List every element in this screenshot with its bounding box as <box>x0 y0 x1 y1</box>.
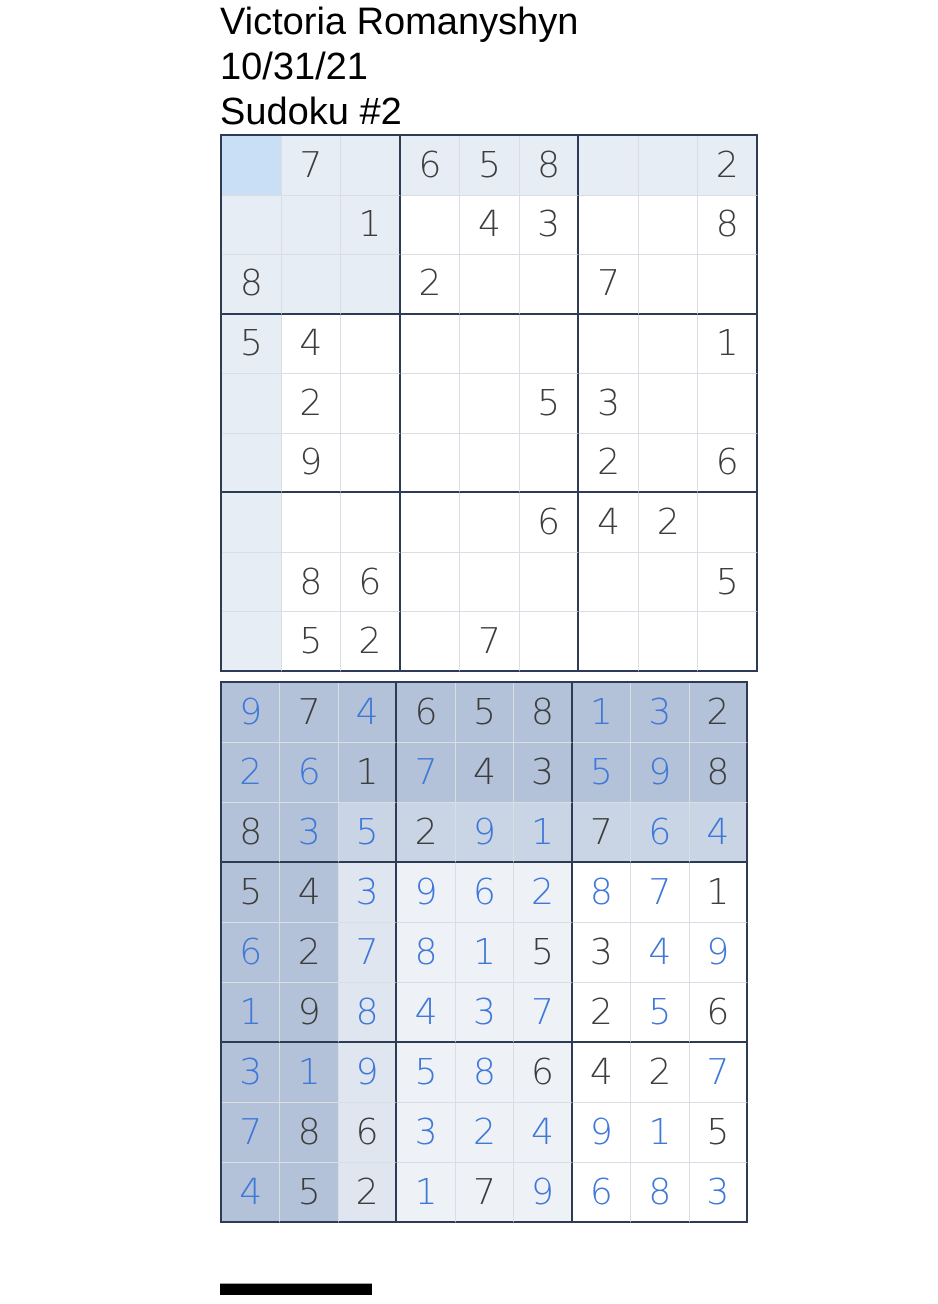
solution-cell-r2-c8[interactable]: 9 <box>631 743 689 803</box>
solution-cell-r8-c9[interactable]: 5 <box>690 1103 748 1163</box>
puzzle-cell-r3-c2[interactable] <box>282 255 342 315</box>
solution-cell-r7-c6[interactable]: 6 <box>514 1043 572 1103</box>
puzzle-cell-r7-c4[interactable] <box>401 493 461 553</box>
puzzle-cell-r7-c6[interactable]: 6 <box>520 493 580 553</box>
puzzle-cell-r9-c3[interactable]: 2 <box>341 612 401 672</box>
date-label: 10/31/21 <box>220 46 368 88</box>
solution-cell-r6-c1[interactable]: 1 <box>222 983 280 1043</box>
solution-cell-r1-c8[interactable]: 3 <box>631 683 689 743</box>
solution-cell-r4-c5[interactable]: 6 <box>456 863 514 923</box>
puzzle-cell-r2-c1[interactable] <box>222 196 282 256</box>
solution-cell-r1-c3[interactable]: 4 <box>339 683 397 743</box>
puzzle-cell-r6-c1[interactable] <box>222 434 282 494</box>
header <box>220 0 820 135</box>
solution-cell-r2-c6[interactable]: 3 <box>514 743 572 803</box>
solution-cell-r5-c3[interactable]: 7 <box>339 923 397 983</box>
solution-cell-r7-c8[interactable]: 2 <box>631 1043 689 1103</box>
puzzle-cell-r4-c1[interactable]: 5 <box>222 315 282 375</box>
solution-cell-r3-c2[interactable]: 3 <box>280 803 338 863</box>
puzzle-cell-r2-c5[interactable]: 4 <box>460 196 520 256</box>
solution-cell-r3-c5[interactable]: 9 <box>456 803 514 863</box>
puzzle-cell-r2-c8[interactable] <box>639 196 699 256</box>
solution-cell-r6-c7[interactable]: 2 <box>573 983 631 1043</box>
puzzle-cell-r4-c3[interactable] <box>341 315 401 375</box>
puzzle-cell-r5-c2[interactable]: 2 <box>282 374 342 434</box>
solution-cell-r3-c7[interactable]: 7 <box>573 803 631 863</box>
solution-cell-r3-c8[interactable]: 6 <box>631 803 689 863</box>
puzzle-cell-r3-c8[interactable] <box>639 255 699 315</box>
puzzle-cell-r8-c3[interactable]: 6 <box>341 553 401 613</box>
puzzle-cell-r9-c6[interactable] <box>520 612 580 672</box>
puzzle-cell-r9-c1[interactable] <box>222 612 282 672</box>
author-name: Victoria Romanyshyn <box>220 1 579 43</box>
solution-cell-r2-c3[interactable]: 1 <box>339 743 397 803</box>
puzzle-cell-r8-c8[interactable] <box>639 553 699 613</box>
solution-cell-r3-c9[interactable]: 4 <box>690 803 748 863</box>
puzzle-cell-r6-c2[interactable]: 9 <box>282 434 342 494</box>
solution-cell-r6-c6[interactable]: 7 <box>514 983 572 1043</box>
solution-grid <box>220 681 748 1223</box>
puzzle-cell-r6-c3[interactable] <box>341 434 401 494</box>
solution-cell-r1-c1[interactable]: 9 <box>222 683 280 743</box>
solution-cell-r8-c3[interactable]: 6 <box>339 1103 397 1163</box>
puzzle-cell-r8-c2[interactable]: 8 <box>282 553 342 613</box>
puzzle-cell-r2-c4[interactable] <box>401 196 461 256</box>
puzzle-cell-r6-c9[interactable]: 6 <box>698 434 758 494</box>
puzzle-cell-r4-c5[interactable] <box>460 315 520 375</box>
solution-cell-r9-c6[interactable]: 9 <box>514 1163 572 1223</box>
solution-cell-r8-c5[interactable]: 2 <box>456 1103 514 1163</box>
puzzle-cell-r5-c3[interactable] <box>341 374 401 434</box>
puzzle-cell-r1-c3[interactable] <box>341 136 401 196</box>
solution-cell-r2-c1[interactable]: 2 <box>222 743 280 803</box>
solution-cell-r8-c7[interactable]: 9 <box>573 1103 631 1163</box>
solution-cell-r2-c5[interactable]: 4 <box>456 743 514 803</box>
solution-cell-r7-c1[interactable]: 3 <box>222 1043 280 1103</box>
puzzle-cell-r7-c9[interactable] <box>698 493 758 553</box>
solution-cell-r5-c7[interactable]: 3 <box>573 923 631 983</box>
solution-cell-r4-c4[interactable]: 9 <box>397 863 455 923</box>
solution-cell-r6-c4[interactable]: 4 <box>397 983 455 1043</box>
puzzle-cell-r1-c2[interactable]: 7 <box>282 136 342 196</box>
puzzle-cell-r3-c6[interactable] <box>520 255 580 315</box>
solution-cell-r5-c2[interactable]: 2 <box>280 923 338 983</box>
puzzle-cell-r2-c6[interactable]: 3 <box>520 196 580 256</box>
puzzle-cell-r5-c4[interactable] <box>401 374 461 434</box>
solution-cell-r6-c2[interactable]: 9 <box>280 983 338 1043</box>
puzzle-cell-r4-c9[interactable]: 1 <box>698 315 758 375</box>
puzzle-cell-r1-c1[interactable] <box>222 136 282 196</box>
solution-cell-r7-c7[interactable]: 4 <box>573 1043 631 1103</box>
puzzle-cell-r4-c8[interactable] <box>639 315 699 375</box>
puzzle-cell-r9-c7[interactable] <box>579 612 639 672</box>
solution-cell-r3-c3[interactable]: 5 <box>339 803 397 863</box>
solution-cell-r6-c5[interactable]: 3 <box>456 983 514 1043</box>
solution-cell-r9-c3[interactable]: 2 <box>339 1163 397 1223</box>
puzzle-cell-r1-c5[interactable]: 5 <box>460 136 520 196</box>
solution-cell-r7-c3[interactable]: 9 <box>339 1043 397 1103</box>
puzzle-cell-r2-c9[interactable]: 8 <box>698 196 758 256</box>
solution-cell-r8-c8[interactable]: 1 <box>631 1103 689 1163</box>
puzzle-cell-r5-c5[interactable] <box>460 374 520 434</box>
solution-cell-r9-c1[interactable]: 4 <box>222 1163 280 1223</box>
puzzle-cell-r4-c4[interactable] <box>401 315 461 375</box>
solution-cell-r6-c3[interactable]: 8 <box>339 983 397 1043</box>
puzzle-cell-r1-c4[interactable]: 6 <box>401 136 461 196</box>
solution-cell-r3-c6[interactable]: 1 <box>514 803 572 863</box>
solution-cell-r7-c2[interactable]: 1 <box>280 1043 338 1103</box>
solution-cell-r9-c5[interactable]: 7 <box>456 1163 514 1223</box>
solution-cell-r4-c3[interactable]: 3 <box>339 863 397 923</box>
puzzle-cell-r1-c9[interactable]: 2 <box>698 136 758 196</box>
puzzle-cell-r7-c5[interactable] <box>460 493 520 553</box>
puzzle-cell-r7-c2[interactable] <box>282 493 342 553</box>
puzzle-cell-r6-c7[interactable]: 2 <box>579 434 639 494</box>
solution-cell-r8-c6[interactable]: 4 <box>514 1103 572 1163</box>
puzzle-cell-r8-c9[interactable]: 5 <box>698 553 758 613</box>
solution-cell-r2-c4[interactable]: 7 <box>397 743 455 803</box>
puzzle-cell-r7-c3[interactable] <box>341 493 401 553</box>
solution-cell-r4-c8[interactable]: 7 <box>631 863 689 923</box>
puzzle-cell-r5-c9[interactable] <box>698 374 758 434</box>
puzzle-cell-r1-c8[interactable] <box>639 136 699 196</box>
next-heading-cut-off-icon: ▬▬▬▬ <box>220 1262 372 1304</box>
solution-cell-r5-c6[interactable]: 5 <box>514 923 572 983</box>
solution-cell-r9-c2[interactable]: 5 <box>280 1163 338 1223</box>
solution-cell-r4-c1[interactable]: 5 <box>222 863 280 923</box>
puzzle-cell-r3-c7[interactable]: 7 <box>579 255 639 315</box>
puzzle-cell-r2-c7[interactable] <box>579 196 639 256</box>
puzzle-cell-r7-c8[interactable]: 2 <box>639 493 699 553</box>
puzzle-cell-r7-c7[interactable]: 4 <box>579 493 639 553</box>
solution-cell-r7-c5[interactable]: 8 <box>456 1043 514 1103</box>
solution-cell-r3-c1[interactable]: 8 <box>222 803 280 863</box>
solution-cell-r2-c9[interactable]: 8 <box>690 743 748 803</box>
solution-cell-r9-c8[interactable]: 8 <box>631 1163 689 1223</box>
puzzle-cell-r1-c7[interactable] <box>579 136 639 196</box>
puzzle-cell-r9-c4[interactable] <box>401 612 461 672</box>
puzzle-cell-r9-c5[interactable]: 7 <box>460 612 520 672</box>
puzzle-cell-r9-c8[interactable] <box>639 612 699 672</box>
puzzle-grid <box>220 134 758 672</box>
puzzle-cell-r8-c7[interactable] <box>579 553 639 613</box>
puzzle-cell-r1-c6[interactable]: 8 <box>520 136 580 196</box>
solution-cell-r4-c2[interactable]: 4 <box>280 863 338 923</box>
puzzle-cell-r2-c2[interactable] <box>282 196 342 256</box>
puzzle-cell-r3-c1[interactable]: 8 <box>222 255 282 315</box>
puzzle-cell-r8-c5[interactable] <box>460 553 520 613</box>
puzzle-cell-r4-c2[interactable]: 4 <box>282 315 342 375</box>
solution-cell-r6-c9[interactable]: 6 <box>690 983 748 1043</box>
puzzle-cell-r6-c6[interactable] <box>520 434 580 494</box>
puzzle-cell-r8-c4[interactable] <box>401 553 461 613</box>
solution-cell-r3-c4[interactable]: 2 <box>397 803 455 863</box>
solution-cell-r1-c7[interactable]: 1 <box>573 683 631 743</box>
puzzle-cell-r9-c9[interactable] <box>698 612 758 672</box>
solution-cell-r1-c2[interactable]: 7 <box>280 683 338 743</box>
next-section-heading-fragment <box>220 1262 400 1304</box>
puzzle-cell-r6-c8[interactable] <box>639 434 699 494</box>
solution-cell-r1-c4[interactable]: 6 <box>397 683 455 743</box>
puzzle-cell-r6-c4[interactable] <box>401 434 461 494</box>
solution-cell-r5-c1[interactable]: 6 <box>222 923 280 983</box>
puzzle-cell-r2-c3[interactable]: 1 <box>341 196 401 256</box>
solution-cell-r8-c1[interactable]: 7 <box>222 1103 280 1163</box>
solution-cell-r9-c7[interactable]: 6 <box>573 1163 631 1223</box>
solution-cell-r4-c7[interactable]: 8 <box>573 863 631 923</box>
puzzle-cell-r6-c5[interactable] <box>460 434 520 494</box>
solution-cell-r5-c9[interactable]: 9 <box>690 923 748 983</box>
solution-cell-r7-c4[interactable]: 5 <box>397 1043 455 1103</box>
puzzle-cell-r5-c1[interactable] <box>222 374 282 434</box>
puzzle-cell-r9-c2[interactable]: 5 <box>282 612 342 672</box>
puzzle-cell-r3-c5[interactable] <box>460 255 520 315</box>
puzzle-cell-r3-c9[interactable] <box>698 255 758 315</box>
puzzle-cell-r8-c6[interactable] <box>520 553 580 613</box>
puzzle-cell-r5-c8[interactable] <box>639 374 699 434</box>
solution-cell-r1-c5[interactable]: 5 <box>456 683 514 743</box>
solution-cell-r9-c9[interactable]: 3 <box>690 1163 748 1223</box>
puzzle-cell-r3-c4[interactable]: 2 <box>401 255 461 315</box>
solution-cell-r2-c7[interactable]: 5 <box>573 743 631 803</box>
solution-cell-r5-c8[interactable]: 4 <box>631 923 689 983</box>
puzzle-cell-r7-c1[interactable] <box>222 493 282 553</box>
puzzle-cell-r5-c6[interactable]: 5 <box>520 374 580 434</box>
solution-cell-r1-c9[interactable]: 2 <box>690 683 748 743</box>
puzzle-cell-r5-c7[interactable]: 3 <box>579 374 639 434</box>
puzzle-cell-r4-c7[interactable] <box>579 315 639 375</box>
solution-cell-r5-c5[interactable]: 1 <box>456 923 514 983</box>
solution-cell-r8-c2[interactable]: 8 <box>280 1103 338 1163</box>
solution-cell-r5-c4[interactable]: 8 <box>397 923 455 983</box>
solution-cell-r6-c8[interactable]: 5 <box>631 983 689 1043</box>
solution-cell-r4-c6[interactable]: 2 <box>514 863 572 923</box>
solution-cell-r9-c4[interactable]: 1 <box>397 1163 455 1223</box>
solution-cell-r4-c9[interactable]: 1 <box>690 863 748 923</box>
puzzle-cell-r4-c6[interactable] <box>520 315 580 375</box>
solution-cell-r8-c4[interactable]: 3 <box>397 1103 455 1163</box>
solution-cell-r7-c9[interactable]: 7 <box>690 1043 748 1103</box>
puzzle-title: Sudoku #2 <box>220 91 402 133</box>
solution-cell-r1-c6[interactable]: 8 <box>514 683 572 743</box>
puzzle-cell-r3-c3[interactable] <box>341 255 401 315</box>
solution-cell-r2-c2[interactable]: 6 <box>280 743 338 803</box>
puzzle-cell-r8-c1[interactable] <box>222 553 282 613</box>
